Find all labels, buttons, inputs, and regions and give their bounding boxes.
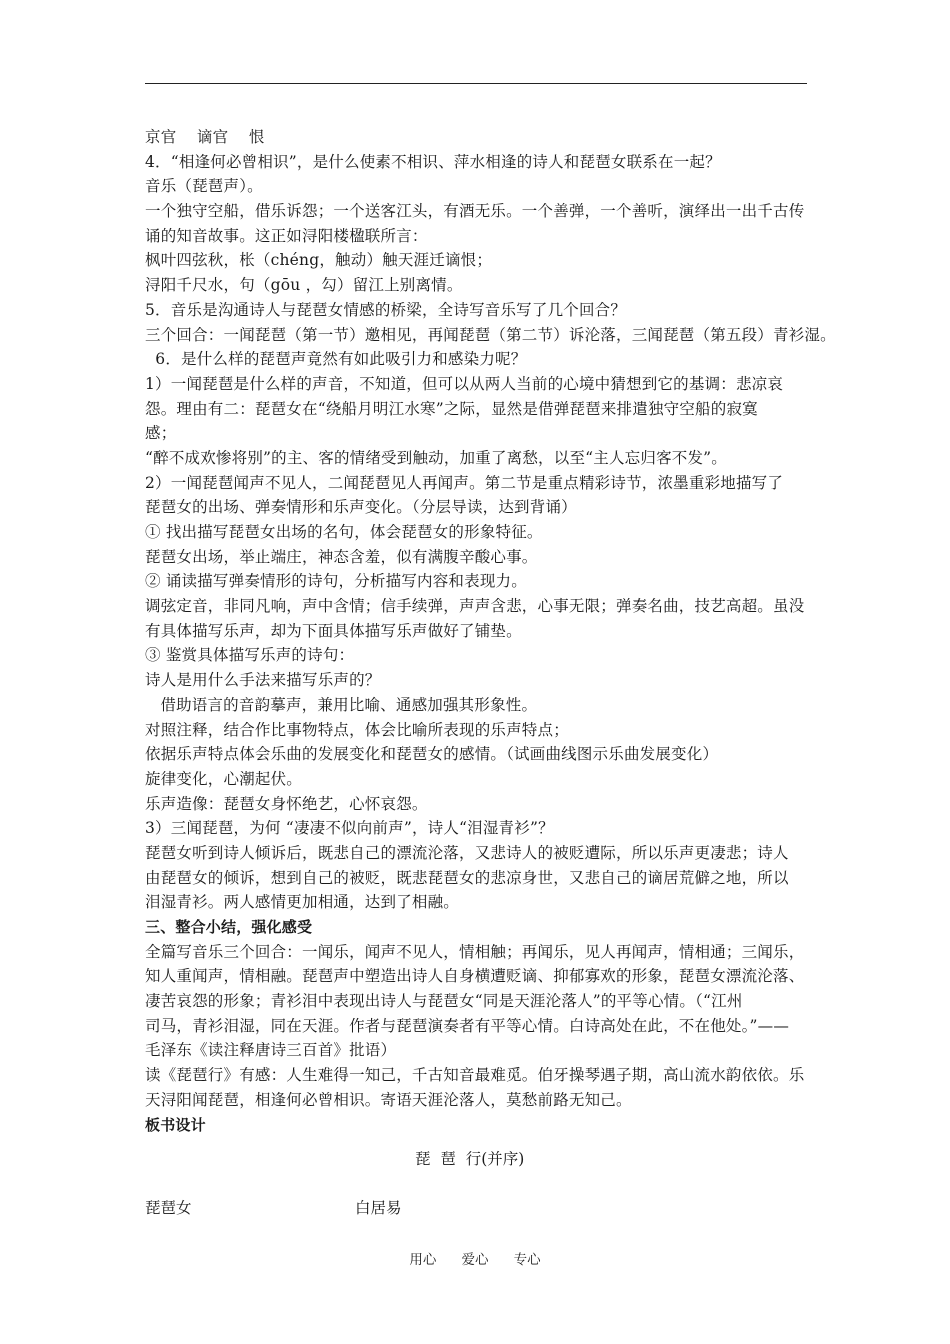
text-line: 琵琶女听到诗人倾诉后，既悲自己的漂流沦落，又悲诗人的被贬遭际，所以乐声更凄悲；诗人 <box>145 843 789 862</box>
text-line: 枫叶四弦秋，枨（chéng，触动）触天涯迁谪恨； <box>145 251 493 270</box>
text-line: 3）三闻琵琶，为何 “凄凄不似向前声”，诗人“泪湿青衫”？ <box>145 819 554 838</box>
text-line: 旋律变化，心潮起伏。 <box>145 769 303 788</box>
text-line: 全篇写音乐三个回合：一闻乐，闻声不见人，情相触；再闻乐，见人再闻声，情相通；三闻乐， <box>145 942 805 961</box>
section-heading: 三、整合小结，强化感受 <box>145 918 313 936</box>
text-line: 司马，青衫泪湿，同在天涯。作者与琵琶演奏者有平等心情。白诗高处在此，不在他处。”—— <box>145 1016 790 1035</box>
text-line: 毛泽东《读注释唐诗三百首》批语） <box>145 1041 397 1060</box>
section-heading: 板书设计 <box>145 1115 206 1134</box>
text-line: 4．“相逢何必曾相识”，是什么使素不相识、萍水相逢的诗人和琵琶女联系在一起？ <box>145 152 721 171</box>
text-line: 由琵琶女的倾诉，想到自己的被贬，既悲琵琶女的悲凉身世，又悲自己的谪居荒僻之地，所以 <box>145 868 789 887</box>
text-line: 2）一闻琵琶闻声不见人，二闻琵琶见人再闻声。第二节是重点精彩诗节，浓墨重彩地描写了 <box>145 473 784 492</box>
text-line: 乐声造像：琵琶女身怀绝艺，心怀哀怨。 <box>145 794 428 813</box>
text-line: 京官 谪官 恨 <box>145 128 265 146</box>
text-line: 诵的知音故事。这正如浔阳楼楹联所言： <box>145 226 428 245</box>
text-line: 三个回合：一闻琵琶（第一节）邀相见，再闻琵琶（第二节）诉沦落，三闻琵琶（第五段）青衫湿。 <box>145 325 836 344</box>
text-line: 5．音乐是沟通诗人与琵琶女情感的桥梁，全诗写音乐写了几个回合？ <box>145 300 627 319</box>
text-line: 读《琵琶行》有感：人生难得一知己，千古知音最难觅。伯牙操琴遇子期，高山流水韵依依。乐 <box>145 1066 805 1085</box>
text-line: 音乐（琵琶声）。 <box>145 177 263 196</box>
text-line: 一个独守空船，借乐诉怨；一个送客江头，有酒无乐。一个善弹，一个善听，演绎出一出千古传 <box>145 202 805 221</box>
board-title: 琵 琶 行(并序) <box>415 1150 525 1168</box>
text-line: “醉不成欢惨将别”的主、客的情绪受到触动，加重了离愁，以至“主人忘归客不发”。 <box>145 448 727 467</box>
text-line: 借助语言的音韵摹声，兼用比喻、通感加强其形象性。 <box>145 695 538 714</box>
text-line: 有具体描写乐声，却为下面具体描写乐声做好了铺垫。 <box>145 621 522 640</box>
text-line: 知人重闻声，情相融。琵琶声中塑造出诗人自身横遭贬谪、抑郁寡欢的形象，琵琶女漂流沦落、 <box>145 967 805 986</box>
text-line: 琵琶女的出场、弹奏情形和乐声变化。（分层导读，达到背诵） <box>145 498 577 517</box>
text-line: 1）一闻琵琶是什么样的声音，不知道，但可以从两人当前的心境中猜想到它的基调：悲凉哀 <box>145 374 784 393</box>
page-footer: 用心 爱心 专心 <box>409 1252 541 1268</box>
text-line: 泪湿青衫。两人感情更加相通，达到了相融。 <box>145 893 460 912</box>
text-line: 凄苦哀怨的形象；青衫泪中表现出诗人与琵琶女“同是天涯沦落人”的平等心情。（“江州 <box>145 992 743 1011</box>
board-right-label: 白居易 <box>355 1199 402 1217</box>
text-line: 感； <box>145 424 177 443</box>
text-line: 琵琶女出场，举止端庄，神态含羞，似有满腹辛酸心事。 <box>145 547 538 566</box>
text-line: 依据乐声特点体会乐曲的发展变化和琵琶女的感情。（试画曲线图示乐曲发展变化） <box>145 745 719 764</box>
document-body <box>145 125 836 1137</box>
board-left-label: 琵琶女 <box>145 1199 192 1217</box>
text-line: 浔阳千尺水，句（gōu ，勾）留江上别离情。 <box>145 276 463 295</box>
text-line: 怨。理由有二：琵琶女在“绕船月明江水寒”之际，显然是借弹琵琶来排遣独守空船的寂寞 <box>145 399 758 418</box>
text-line: 诗人是用什么手法来描写乐声的？ <box>145 671 381 690</box>
text-line: 调弦定音，非同凡响，声中含情；信手续弹，声声含悲，心事无限；弹奏名曲，技艺高超。虽没 <box>145 597 805 616</box>
header-rule <box>145 83 807 84</box>
text-line: ① 找出描写琵琶女出场的名句，体会琵琶女的形象特征。 <box>145 523 543 541</box>
text-line: ② 诵读描写弹奏情形的诗句，分析描写内容和表现力。 <box>145 572 527 591</box>
text-line: 天浔阳闻琵琶，相逢何必曾相识。寄语天涯沦落人，莫愁前路无知己。 <box>145 1090 632 1109</box>
text-line: ③ 鉴赏具体描写乐声的诗句： <box>145 646 355 665</box>
text-line: 对照注释，结合作比事物特点，体会比喻所表现的乐声特点； <box>145 720 569 739</box>
text-line: 6．是什么样的琵琶声竟然有如此吸引力和感染力呢？ <box>145 350 527 369</box>
